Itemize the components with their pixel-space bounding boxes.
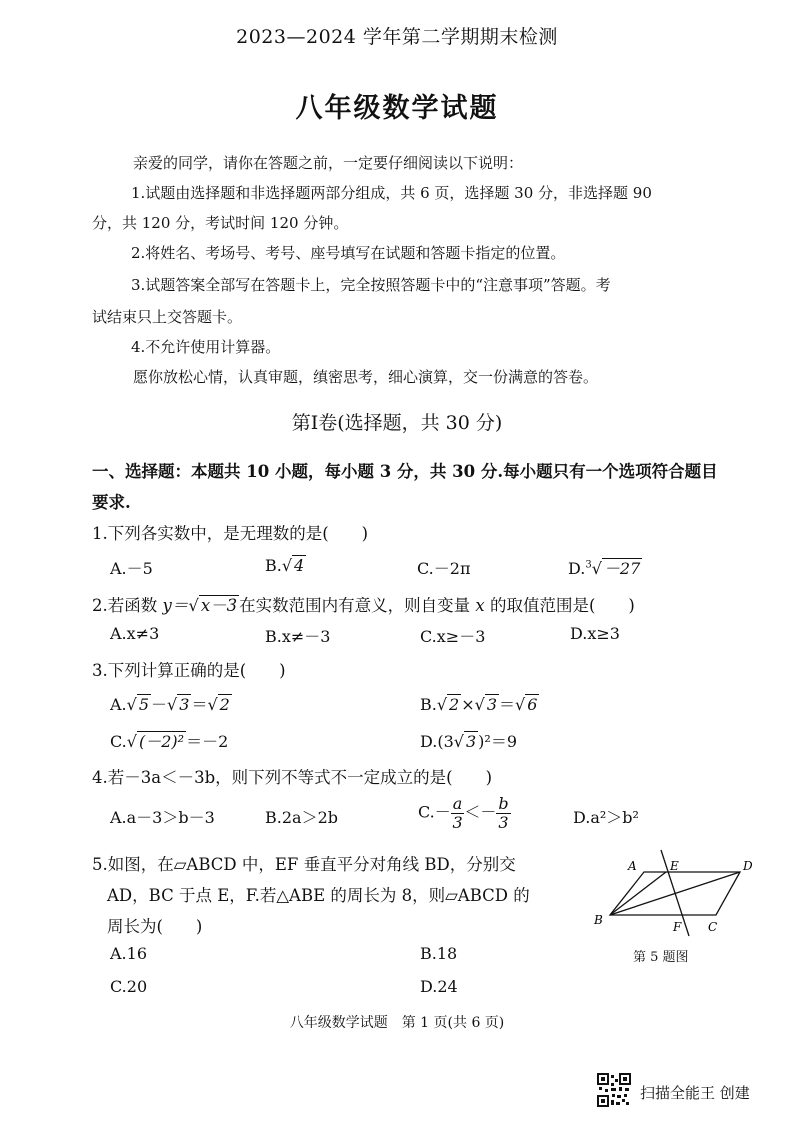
question-3-stem: 3.下列计算正确的是( ) [92,661,286,680]
label-a: A [628,859,637,873]
question-4-option-d: D.a²＞b² [573,808,639,827]
intro-item-3a: 3.试题答案全部写在答题卡上，完全按照答题卡中的“注意事项”答题。考 [131,276,611,294]
label-c: C [708,920,718,934]
question-4-stem: 4.若－3a＜－3b，则下列不等式不一定成立的是( ) [92,768,493,787]
page-footer: 八年级数学试题 第 1 页(共 6 页) [289,1015,505,1031]
question-5-line3: 周长为( ) [107,917,203,936]
parallelogram-figure [590,846,765,941]
page-title: 八年级数学试题 [295,93,499,124]
question-3-option-b: B.√ 2 ×√ 3 ＝√ 6 [420,695,538,714]
intro-item-3b: 试结束只上交答题卡。 [92,308,243,326]
question-3-option-d: D.(3√ 3 )²＝9 [420,732,517,751]
part-instructions-line1: 一、选择题：本题共 10 小题，每小题 3 分，共 30 分.每小题只有一个选项符合题目 [92,462,718,481]
question-5-line1: 5.如图，在▱ABCD 中，EF 垂直平分对角线 BD，分别交 [92,855,516,874]
question-5-option-b: B.18 [420,944,458,963]
intro-item-4: 4.不允许使用计算器。 [131,338,281,356]
part-instructions-line2: 要求. [92,493,131,512]
label-b: B [594,913,603,927]
question-2-option-c: C.x≥－3 [420,627,486,646]
intro-item-1a: 1.试题由选择题和非选择题两部分组成，共 6 页，选择题 30 分，非选择题 90 [131,184,652,202]
question-3-option-c: C.√ (－2)² ＝－2 [110,732,229,751]
question-4-option-c: C.－ $\frac{a}{3}$ ＜－ $\frac{b}{3}$ [418,794,509,832]
question-2-option-d: D.x≥3 [570,624,620,643]
question-1-option-d: D.$^3$√ －27 [568,559,641,578]
intro-greeting: 亲爱的同学，请你在答题之前，一定要仔细阅读以下说明： [133,154,524,172]
label-f: F [673,920,682,934]
question-5-option-a: A.16 [110,944,147,963]
question-4-option-a: A.a－3＞b－3 [110,808,215,827]
question-5-option-d: D.24 [420,977,458,996]
label-d: D [743,859,753,873]
question-4-option-b: B.2a＞2b [265,808,338,827]
question-5-option-c: C.20 [110,977,148,996]
intro-item-2: 2.将姓名、考场号、考号、座号填写在试题和答题卡指定的位置。 [131,244,566,262]
question-1-option-a: A.－5 [110,559,153,578]
question-3-option-a: A.√ 5 －√ 3 ＝√ 2 [110,695,230,714]
label-e: E [670,859,679,873]
question-1-stem: 1.下列各实数中，是无理数的是( ) [92,524,369,543]
question-2-option-a: A.x≠3 [110,624,160,643]
exam-header: 2023—2024 学年第二学期期末检测 [236,26,558,48]
question-1-option-c: C.－2π [417,559,471,578]
question-5-line2: AD，BC 于点 E，F.若△ABE 的周长为 8，则▱ABCD 的 [107,886,530,905]
scanner-watermark: 扫描全能王 创建 [640,1084,750,1102]
segment-be [610,872,666,915]
question-2-option-b: B.x≠－3 [265,627,331,646]
question-2-stem: 2.若函数 y＝√ x－3 在实数范围内有意义，则自变量 x 的取值范围是( ) [92,596,635,615]
section-title: 第Ⅰ卷(选择题，共 30 分) [291,412,503,434]
question-1-option-b: B.√ 4 [265,556,305,575]
figure-caption: 第 5 题图 [633,950,689,965]
qr-code-icon [597,1073,631,1107]
intro-item-1b: 分，共 120 分，考试时间 120 分钟。 [92,214,349,232]
intro-wish: 愿你放松心情，认真审题，缜密思考，细心演算，交一份满意的答卷。 [133,368,599,386]
